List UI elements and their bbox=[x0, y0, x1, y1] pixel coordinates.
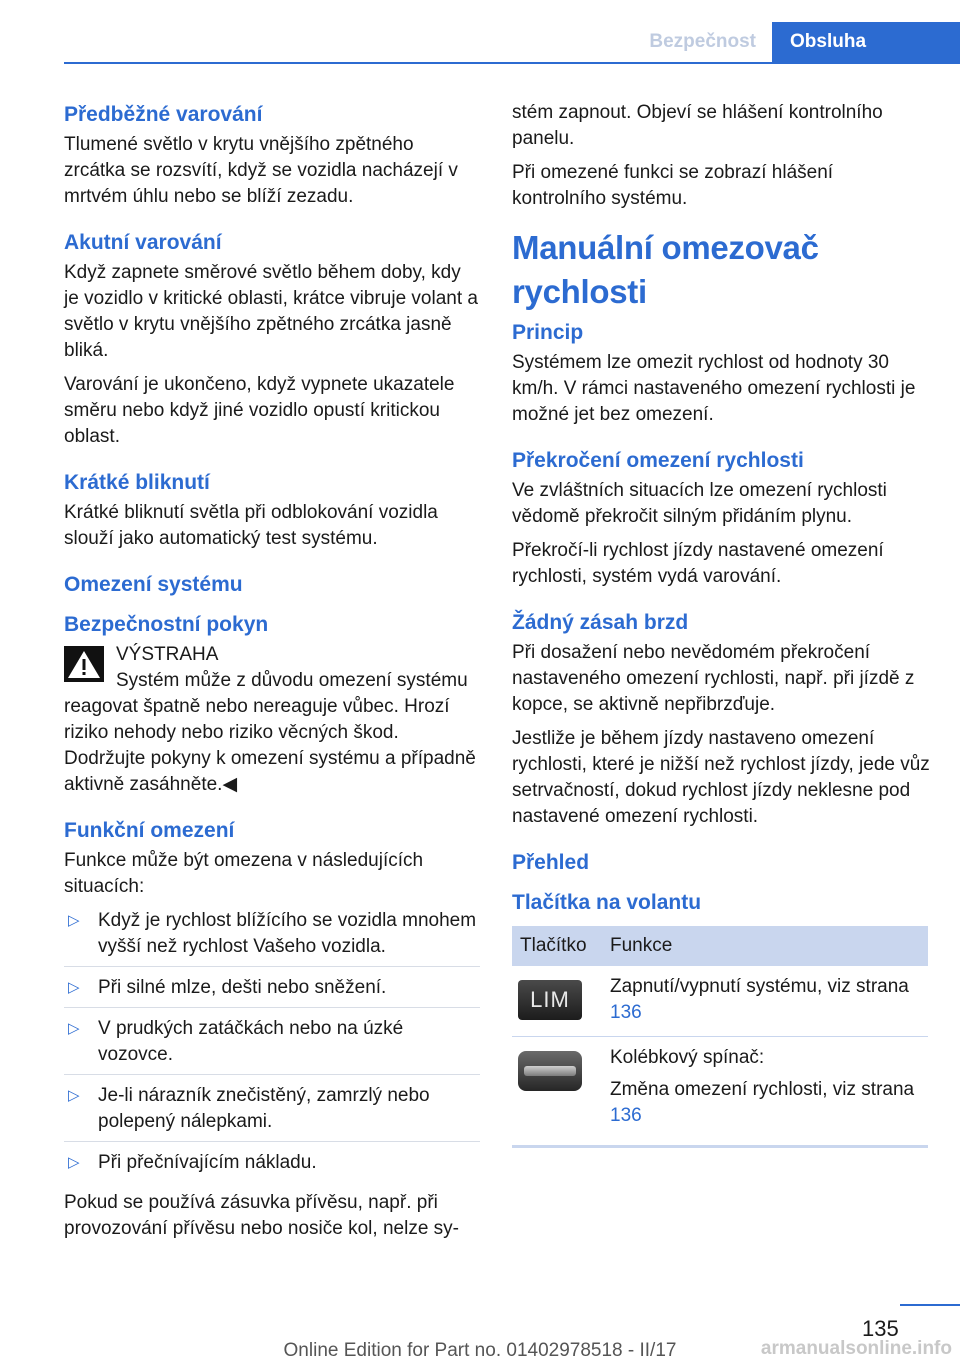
table-cell: Zapnutí/vypnutí systému, viz strana 136 bbox=[602, 966, 928, 1037]
section-tlacitka bbox=[512, 888, 930, 1148]
page-link[interactable]: 136 bbox=[610, 1105, 642, 1126]
paragraph: Krátké bliknutí světla při odblokování vozidla slouží jako automatický test systému. bbox=[64, 502, 438, 549]
table-cell bbox=[512, 966, 602, 1037]
paragraph: Systémem lze omezit rychlost od hodnoty 30 km/h. V rámci nastaveného omezení rychlosti je možné jet bez omezení. bbox=[512, 352, 916, 425]
table-header-cell: Funkce bbox=[602, 926, 928, 966]
paragraph: Při dosažení nebo nevědomém překročení nastaveného omezení rychlosti, např. při jízdě z kopce, se aktivně nepřibrzďuje. bbox=[512, 642, 915, 715]
page-number: 135 bbox=[862, 1316, 899, 1341]
triangle-bullet-icon: ▷ bbox=[68, 912, 80, 929]
heading-zadny-zasah: Žádný zásah brzd bbox=[512, 611, 689, 634]
cell-text: Změna omezení rychlosti, viz strana 136 bbox=[610, 1079, 915, 1126]
section-predbezne-varovani bbox=[64, 100, 480, 210]
lim-button-icon: LIM bbox=[518, 980, 582, 1020]
watermark: armanualsonline.info bbox=[760, 1338, 952, 1359]
table-header-cell: Tlačítko bbox=[512, 926, 602, 966]
paragraph: stém zapnout. Objeví se hlášení kontrolního panelu. bbox=[512, 102, 883, 149]
heading-akutni-varovani: Akutní varování bbox=[64, 231, 222, 254]
header-tabs bbox=[631, 22, 960, 62]
section-omezeni-systemu bbox=[64, 570, 480, 600]
paragraph: Překročí-li rychlost jízdy nastavené omezení rychlosti, systém vydá varování. bbox=[512, 540, 884, 587]
heading-predbezne-varovani: Předběžné varování bbox=[64, 103, 263, 126]
paragraph: Ve zvláštních situacích lze omezení rychlosti vědomě překročit silným přidáním plynu. bbox=[512, 480, 887, 527]
warning-box bbox=[64, 642, 480, 798]
cell-title: Kolébkový spínač: bbox=[610, 1047, 765, 1068]
paragraph: Funkce může být omezena v následujících situacích: bbox=[64, 850, 424, 897]
end-mark-icon: ◀ bbox=[222, 774, 238, 795]
paragraph: Jestliže je během jízdy nastaveno omezení rychlosti, které je nižší než rychlost jízdy, jede vůz setrvačností, dokud rychlost jízdy neklesne pod nastavené omezení rychlosti. bbox=[512, 728, 930, 827]
triangle-bullet-icon: ▷ bbox=[68, 1154, 80, 1171]
paragraph: Když zapnete směrové světlo během doby, kdy je vozidlo v kritické oblasti, krátce vibruje volant a světlo v krytu vnějšího zpětného zrcátka jasně bliká. bbox=[64, 262, 478, 361]
section-zadny-zasah bbox=[512, 608, 930, 830]
heading-tlacitka: Tlačítka na volantu bbox=[512, 891, 702, 914]
warning-label: VÝSTRAHA bbox=[116, 644, 219, 665]
section-kratke-bliknuti bbox=[64, 468, 480, 552]
list-item: ▷ Když je rychlost blížícího se vozidla mnohem vyšší než rychlost Vašeho vozidla. bbox=[64, 908, 480, 967]
list-item: ▷ V prudkých zatáčkách nebo na úzké vozovce. bbox=[64, 1016, 480, 1075]
warning-text: Systém může z důvodu omezení systému reagovat špatně nebo nereaguje vůbec. Hrozí riziko nehody nebo riziko věcných škod. Dodržujte pokyny k omezení systému a případně aktivně zasáhněte.◀ bbox=[64, 670, 476, 795]
list-item: ▷ Při přečnívajícím nákladu. bbox=[64, 1150, 480, 1182]
heading-prehled: Přehled bbox=[512, 851, 590, 874]
left-column bbox=[64, 100, 480, 1260]
section-prekroceni bbox=[512, 446, 930, 590]
header-rule bbox=[64, 62, 960, 64]
list-item: ▷ Je-li nárazník znečistěný, zamrzlý nebo polepený nálepkami. bbox=[64, 1083, 480, 1142]
footer-edition: Online Edition for Part no. 01402978518 - II/17 bbox=[283, 1340, 677, 1361]
heading-princip: Princip bbox=[512, 321, 584, 344]
footer-rule bbox=[900, 1304, 960, 1306]
section-funkcni-omezeni bbox=[64, 816, 480, 1242]
heading-bezpecnostni-pokyn: Bezpečnostní pokyn bbox=[64, 613, 269, 636]
main-title: Manuální omezovač rychlosti bbox=[512, 229, 819, 310]
tab-obsluha[interactable]: Obsluha bbox=[772, 22, 960, 62]
table-header-row bbox=[512, 926, 928, 966]
section-princip bbox=[512, 318, 930, 428]
paragraph: Tlumené světlo v krytu vnějšího zpětného zrcátka se rozsvítí, když se vozidla nacházejí v mrtvém úhlu nebo se blíží zezadu. bbox=[64, 134, 458, 207]
page-link[interactable]: 136 bbox=[610, 1002, 642, 1023]
tab-bezpecnost[interactable]: Bezpečnost bbox=[649, 31, 756, 52]
triangle-bullet-icon: ▷ bbox=[68, 1087, 80, 1104]
warning-triangle-icon bbox=[64, 646, 104, 682]
triangle-bullet-icon: ▷ bbox=[68, 979, 80, 996]
buttons-table bbox=[512, 926, 928, 1148]
paragraph: Varování je ukončeno, když vypnete ukazatele směru nebo když jiné vozidlo opustí kritickou oblast. bbox=[64, 374, 455, 447]
table-row bbox=[512, 966, 928, 1037]
heading-prekroceni: Překročení omezení rychlosti bbox=[512, 449, 804, 472]
section-continuation bbox=[512, 100, 930, 212]
triangle-bullet-icon: ▷ bbox=[68, 1020, 80, 1037]
table-row bbox=[512, 1037, 928, 1147]
rocker-switch-icon bbox=[518, 1051, 582, 1091]
paragraph: Při omezené funkci se zobrazí hlášení kontrolního systému. bbox=[512, 162, 834, 209]
paragraph: Pokud se používá zásuvka přívěsu, např. při provozování přívěsu nebo nosiče kol, nelze sy- bbox=[64, 1192, 459, 1239]
section-akutni-varovani bbox=[64, 228, 480, 450]
heading-kratke-bliknuti: Krátké bliknutí bbox=[64, 471, 210, 494]
list-item: ▷ Při silné mlze, dešti nebo sněžení. bbox=[64, 975, 480, 1008]
heading-funkcni-omezeni: Funkční omezení bbox=[64, 819, 235, 842]
right-column bbox=[512, 100, 930, 1166]
limitations-list bbox=[64, 908, 480, 1182]
section-prehled bbox=[512, 848, 930, 878]
heading-omezeni-systemu: Omezení systému bbox=[64, 573, 243, 596]
section-bezpecnostni-pokyn bbox=[64, 610, 480, 798]
table-cell bbox=[512, 1037, 602, 1147]
table-cell bbox=[602, 1037, 928, 1147]
